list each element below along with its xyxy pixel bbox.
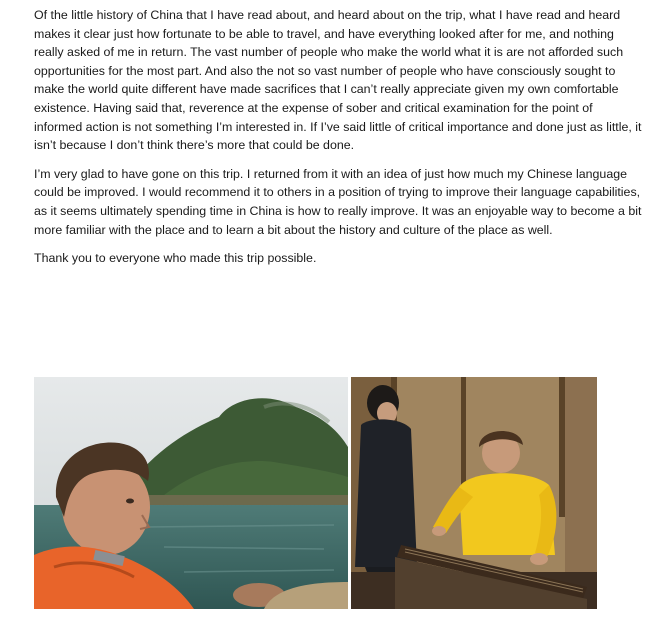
document-body	[34, 6, 644, 278]
paragraph-trip-recommendation: I’m very glad to have gone on this trip. I returned from it with an idea of just how much my Chinese language could be improved. I would recommend it to others in a position of trying to improve their language capabilities, as it seems ultimately spending time in China is how to really improve. It was an enjoyable way to become a bit more familiar with the place and to learn a bit about the history and culture of the place as well.	[34, 166, 642, 237]
paragraph-history-reflection: Of the little history of China that I have read about, and heard about on the trip, what I have read and heard makes it clear just how fortunate to be able to travel, and have everything looked after for me, and nothing really asked of me in return. The vast number of people who make the world what it is are not afforded such opportunities for the most part. And also the not so vast number of people who have consciously sought to make the world quite different have made sacrifices that I can’t really appreciate given my own comfortable existence. Having said that, reverence at the expense of sober and critical examination for the point of informed action is not something I’m interested in. If I’ve said little of critical importance and done just as little, it isn’t because I don’t think there’s more that could be done.	[34, 8, 642, 153]
paragraph-thanks: Thank you to everyone who made this trip possible.	[34, 251, 317, 266]
photo-guqin-player	[351, 377, 597, 609]
photo-boat-river	[34, 377, 348, 609]
